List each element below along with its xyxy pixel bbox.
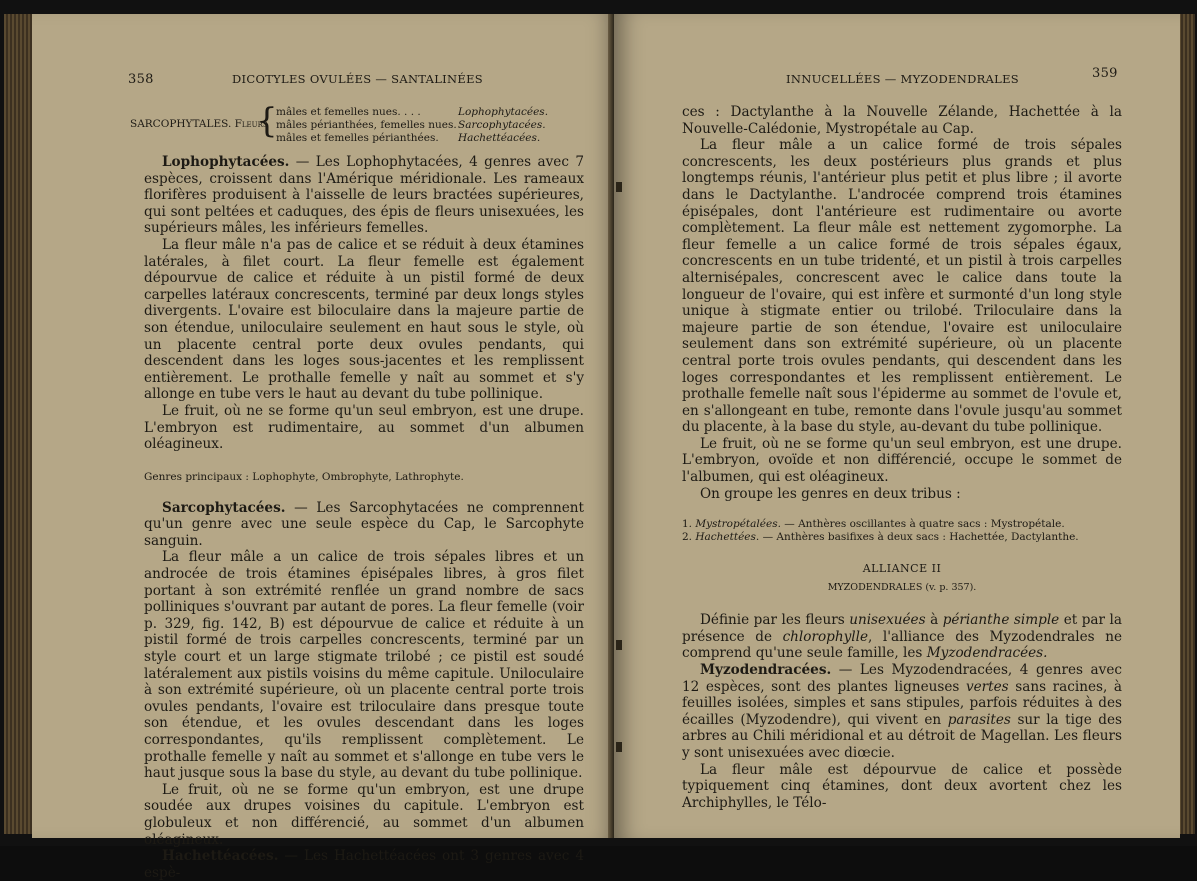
key-family-1: Lophophytacées. (458, 106, 549, 118)
tribe-1-name: Mystropétalées. (695, 518, 781, 531)
paragraph: Le fruit, où ne se forme qu'un embryon, est une drupe soudée aux drupes voisines du capitule. L'embryon est globuleux et non différencié, au sommet d'un albumen oléagineux. (144, 781, 584, 848)
heading-sarcophytacees: Sarcophytacées. (162, 499, 286, 516)
key-row-3: mâles et femelles périanthées. (276, 132, 439, 144)
page-number-left: 358 (128, 72, 154, 87)
paragraph: La fleur mâle est dépourvue de calice et possède typiquement cinq étamines, dont deux avortent chez les Archiphylles, le Télo- (682, 761, 1122, 811)
margin-mark (616, 742, 622, 752)
key-label: SARCOPHYTALES. Fleurs (130, 118, 268, 130)
paragraph: Définie par les fleurs unisexuées à périanthe simple et par la présence de chlorophylle, l'alliance des Myzodendrales ne comprend qu'une seule famille, les Myzodendracées. (682, 612, 1122, 662)
heading-hachetteacees: Hachettéacées. (162, 848, 279, 865)
right-page (614, 14, 1180, 838)
paragraph: La fleur mâle n'a pas de calice et se réduit à deux étamines latérales, à filet court. La fleur femelle est également dépourvue de calice et réduite à un pistil formé de deux carpelles latéraux concrescents, terminé par deux longs styles divergents. L'ovaire est biloculaire dans la majeure partie de son étendue, uniloculaire seulement en haut sous le style, où un placente central porte deux ovules pendants, qui descendent dans les loges sous-jacentes et les remplissent entièrement. Le prothalle femelle y naît au sommet et s'y allonge en tube vers le haut au devant du tube pollinique. (144, 236, 584, 403)
running-head-right: INNUCELLÉES — MYZODENDRALES (786, 72, 1019, 86)
key-row-2: mâles périanthées, femelles nues. (276, 119, 457, 131)
paragraph: — Les Hachettéacées ont 3 genres avec 4 espè- (144, 848, 584, 881)
paragraph: Le fruit, où ne se forme qu'un seul embryon, est une drupe. L'embryon, ovoïde et non différencié, occupe le sommet de l'albumen, qui est oléagineux. (682, 435, 1122, 486)
margin-mark (616, 640, 622, 650)
paragraph: Myzodendracées. — Les Myzodendracées, 4 genres avec 12 espèces, sont des plantes ligneuses vertes sans racines, à feuilles isolées, simples et sans stipules, parfois réduites à des écailles (Myzodendre), qui vivent en parasites sur la tige des arbres au Chili méridional et au détroit de Magellan. Les fleurs y sont unisexuées avec diœcie. (682, 662, 1122, 761)
key-family-2: Sarcophytacées. (458, 119, 546, 131)
page-number-right: 359 (1092, 66, 1118, 81)
paragraph: Le fruit, où ne se forme qu'un seul embryon, est une drupe. L'embryon est rudimentaire, au sommet d'un albumen oléagineux. (144, 402, 584, 453)
right-body (682, 104, 1122, 811)
paragraph: On groupe les genres en deux tribus : (700, 485, 961, 502)
tribe-2-name: Hachettées. (695, 531, 760, 544)
paragraph: La fleur mâle a un calice formé de trois sépales concrescents, les deux postérieurs plus grands et plus longtemps réunis, l'antérieur plus petit et plus libre ; il avorte dans le Dactylanthe. L'androcée comprend trois étamines épisépales, dont l'antérieure est rudimentaire ou avorte complètement. La fleur mâle est nettement zygomorphe. La fleur femelle a un calice formé de trois sépales égaux, concrescents en un tube tridenté, et un pistil à trois carpelles alternisépales, concrescent avec le calice dans toute la longueur de l'ovaire, qui est infère et surmonté d'un long style unique à stigmate entier ou trilobé. Triloculaire dans la majeure partie de son étendue, l'ovaire est uniloculaire seulement dans son extrémité supérieure, où un placente central porte trois ovules pendants, qui descendent dans les loges correspondantes et les remplissent entièrement. Le prothalle femelle naît sous l'épiderme au sommet de l'ovule et, en s'allongeant en tube, remonte dans l'ovule jusqu'au sommet du placente, à la base du style, au-devant du tube pollinique. (682, 137, 1122, 436)
left-page (32, 14, 614, 881)
brace-symbol: { (256, 101, 278, 141)
heading-myzodendracees: Myzodendracées. (700, 662, 832, 679)
tribe-1: 1. Mystropétalées. — Anthères oscillantes à quatre sacs : Mystropétale. (682, 518, 1065, 531)
genres-note: Genres principaux : Lophophyte, Ombrophyte, Lathrophyte. (144, 470, 464, 483)
running-head-left: DICOTYLES OVULÉES — SANTALINÉES (232, 72, 483, 86)
alliance-title: ALLIANCE II (862, 562, 942, 576)
paragraph: La fleur mâle a un calice de trois sépales libres et un androcée de trois étamines épisépales libres, à gros filet portant à son extrémité renflée un grand nombre de sacs polliniques s'ouvrant par autant de pores. La fleur femelle (voir p. 329, fig. 142, B) est dépourvue de calice et réduite à un pistil formé de trois carpelles concrescents, terminé par un style court et un large stigmate trilobé ; ce pistil est soudé latéralement aux pistils voisins du même capitule. Uniloculaire à son extrémité supérieure, où un placente central porte trois ovules pendants, l'ovaire est triloculaire dans presque toute son étendue, et les ovules descendant dans les loges correspondantes, qu'ils remplissent complètement. Le prothalle femelle y naît au sommet et s'allonge en tube vers le haut jusque sous la base du style, au devant du tube pollinique. (144, 549, 584, 782)
paragraph: ces : Dactylanthe à la Nouvelle Zélande, Hachettée à la Nouvelle-Calédonie, Mystropétale au Cap. (682, 104, 1122, 137)
paragraph: — Les Sarcophytacées ne comprennent qu'un genre avec une seule espèce du Cap, le Sarcophyte sanguin. (144, 499, 584, 549)
heading-lophophytacees: Lophophytacées. (162, 154, 290, 170)
key-row-1: mâles et femelles nues. . . . (276, 106, 421, 118)
key-family-3: Hachettéacées. (458, 132, 541, 144)
tribe-2: 2. Hachettées. — Anthères basifixes à deux sacs : Hachettée, Dactylanthe. (682, 531, 1079, 544)
alliance-subtitle: MYZODENDRALES (v. p. 357). (827, 582, 977, 594)
margin-mark (616, 182, 622, 192)
left-body (144, 154, 584, 881)
paragraph: — Les Lophophytacées, 4 genres avec 7 espèces, croissent dans l'Amérique méridionale. Les rameaux florifères produisent à l'aisselle de leurs bractées supérieures, qui sont peltées et caduques, des épis de fleurs unisexuées, les supérieurs mâles, les inférieurs femelles. (144, 154, 584, 237)
